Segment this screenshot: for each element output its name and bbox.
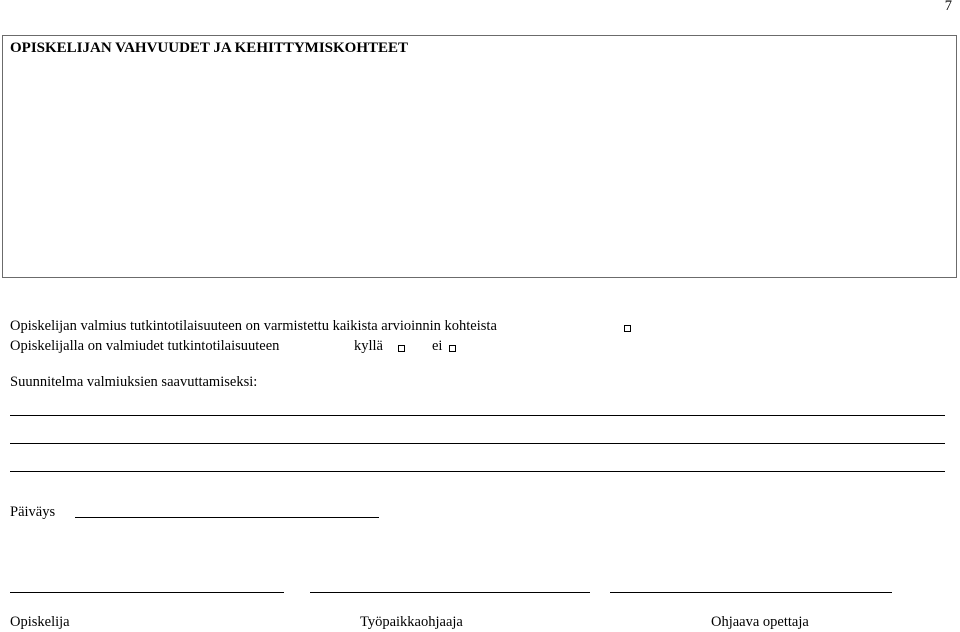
- readiness-checkbox[interactable]: [624, 325, 631, 332]
- plan-line-3[interactable]: [10, 471, 945, 472]
- workplace-instructor-signature-line[interactable]: [310, 592, 590, 593]
- no-checkbox[interactable]: [449, 345, 456, 352]
- page-number: 7: [944, 0, 952, 14]
- box-title: OPISKELIJAN VAHVUUDET JA KEHITTYMISKOHTEET: [10, 40, 409, 56]
- plan-label: Suunnitelma valmiuksien saavuttamiseksi:: [10, 374, 258, 390]
- student-signature-line[interactable]: [10, 592, 284, 593]
- readiness-statement: Opiskelijan valmius tutkintotilaisuuteen on varmistettu kaikista arvioinnin kohteista: [10, 318, 497, 334]
- workplace-instructor-label: Työpaikkaohjaaja: [360, 614, 463, 630]
- yes-label: kyllä: [354, 338, 383, 354]
- date-label: Päiväys: [10, 504, 56, 520]
- strengths-development-box[interactable]: [2, 35, 957, 278]
- plan-line-1[interactable]: [10, 415, 945, 416]
- no-label: ei: [432, 338, 443, 354]
- supervising-teacher-signature-line[interactable]: [610, 592, 892, 593]
- plan-line-2[interactable]: [10, 443, 945, 444]
- student-label: Opiskelija: [10, 614, 70, 630]
- yes-checkbox[interactable]: [398, 345, 405, 352]
- supervising-teacher-label: Ohjaava opettaja: [711, 614, 809, 630]
- readiness-question: Opiskelijalla on valmiudet tutkintotilaisuuteen: [10, 338, 280, 354]
- date-line[interactable]: [75, 517, 379, 518]
